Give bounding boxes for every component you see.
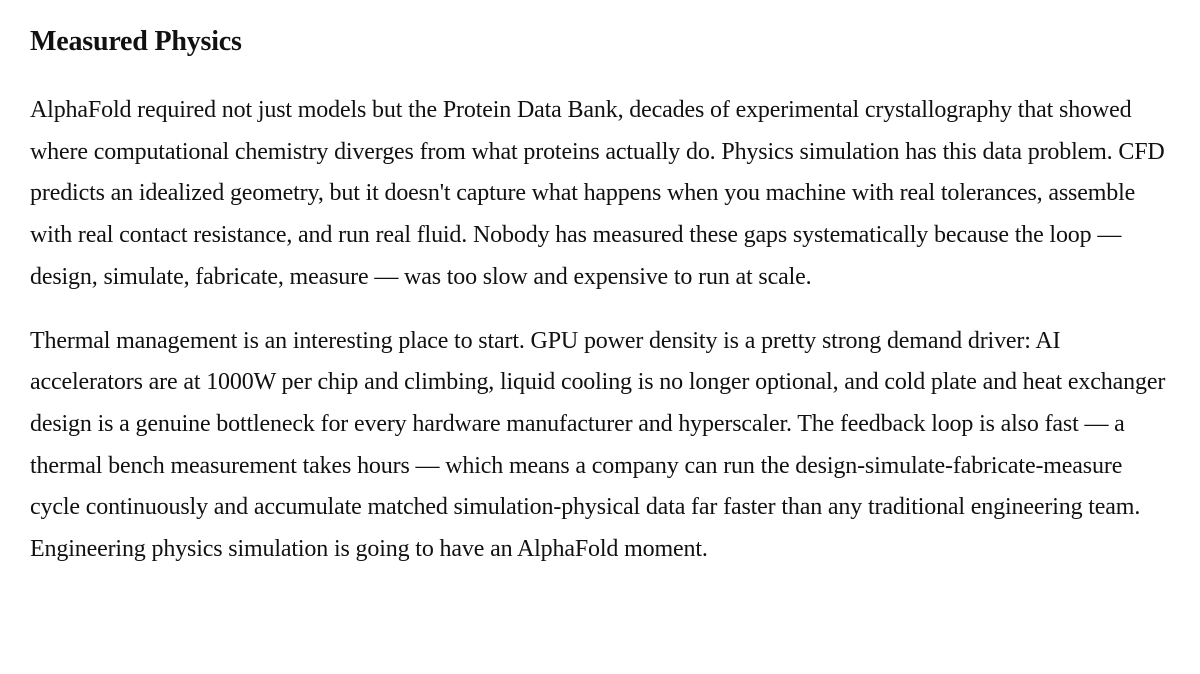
article-paragraph-1: AlphaFold required not just models but the Protein Data Bank, decades of experimental crystallography that showed where computational chemistry diverges from what proteins actually do. Physics simulation has this data problem. CFD predicts an idealized geometry, but it doesn't capture what happens when you machine with real tolerances, assemble with real contact resistance, and run real fluid. Nobody has measured these gaps systematically because the loop — design, simulate, fabricate, measure — was too slow and expensive to run at scale.: [30, 97, 1165, 290]
article-title: Measured Physics: [30, 26, 242, 57]
article-paragraph-2: Thermal management is an interesting place to start. GPU power density is a pretty strong demand driver: AI accelerators are at 1000W per chip and climbing, liquid cooling is no longer optional, and cold plate and heat exchanger design is a genuine bottleneck for every hardware manufacturer and hyperscaler. The feedback loop is also fast — a thermal bench measurement takes hours — which means a company can run the design-simulate-fabricate-measure cycle continuously and accumulate matched simulation-physical data far faster than any traditional engineering team. Engineering physics simulation is going to have an AlphaFold moment.: [30, 327, 1166, 563]
